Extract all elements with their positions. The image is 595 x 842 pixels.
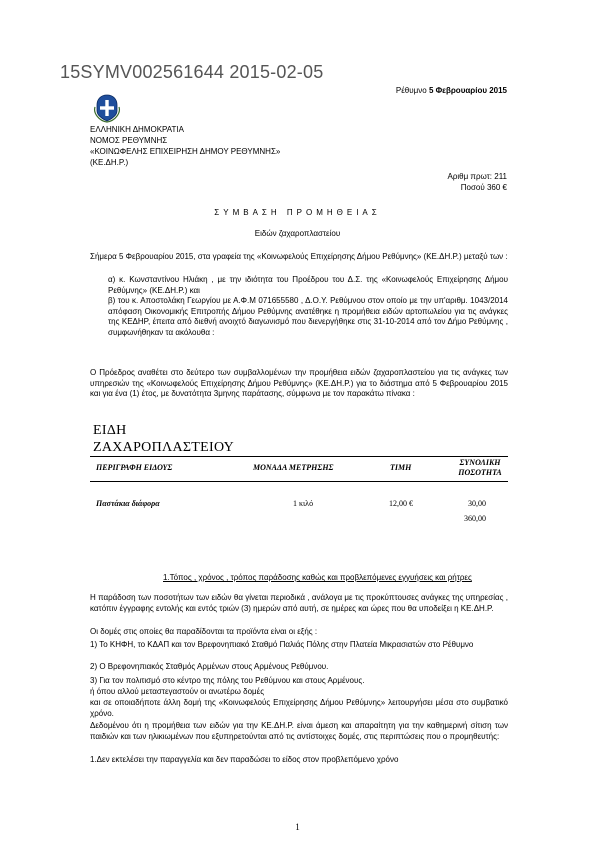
table-cell-unit: 1 κιλό: [293, 499, 314, 508]
protocol-number: Αριθμ πρωτ: 211: [447, 172, 507, 181]
table-header-price: ΤΙΜΗ: [390, 463, 412, 472]
date-line: [396, 86, 507, 95]
section-1-item-3: 3) Για τον πολιτισμό στο κέντρο της πόλης του Ρεθύμνου και στους Αρμένους.: [90, 676, 365, 685]
page-number: 1: [295, 822, 300, 832]
protocol-amount: Ποσού 360 €: [460, 183, 507, 192]
date-place: Ρέθυμνο: [395, 86, 427, 95]
table-header-description: ΠΕΡΙΓΡΑΦΗ ΕΙΔΟΥΣ: [96, 463, 173, 472]
document-id: 15SYMV002561644 2015-02-05: [60, 62, 324, 82]
org-line-1: ΕΛΛΗΝΙΚΗ ΔΗΜΟΚΡΑΤΙΑ: [90, 125, 184, 134]
table-header-rule: [90, 481, 508, 482]
intro-paragraph: Σήμερα 5 Φεβρουαρίου 2015, στα γραφεία της «Κοινωφελούς Επιχείρησης Δήμου Ρεθύμνης» (ΚΕ.ΔΗ.Ρ.) μεταξύ των :: [90, 252, 508, 261]
items-heading: [93, 422, 234, 456]
items-heading-line-2: ΖΑΧΑΡΟΠΛΑΣΤΕΙΟΥ: [93, 440, 235, 455]
document-subtitle: Ειδών ζαχαροπλαστείου: [254, 229, 341, 238]
org-line-2: ΝΟΜΟΣ ΡΕΘΥΜΝΗΣ: [90, 136, 168, 145]
items-heading-line-1: ΕΙΔΗ: [93, 423, 127, 438]
section-1-paragraph-1: Η παράδοση των ποσοτήτων των ειδών θα γίνεται περιοδικά , ανάλογα με τις προκύπτουσες ανάγκες της υπηρεσίας , κατόπιν έγγραφης εντολής και εντός τριών (3) ημερών από αυτή, σε ημέρες και ώρες που θα υποδείξει η ΚΕ.ΔΗ.Ρ.: [90, 593, 508, 613]
section-1-paragraph-3: 1.Δεν εκτελέσει την παραγγελία και δεν παραδώσει το είδος στον προβλεπόμενο χρόνο: [90, 755, 399, 764]
section-1-item-3c: και σε οποιαδήποτε άλλη δομή της «Κοινωφελούς Επιχείρησης Δήμου Ρεθύμνης» λειτουργήσει μέσα στο συμβατικό χρόνο.: [90, 698, 508, 718]
section-1-item-2: 2) Ο Βρεφονηπιακός Σταθμός Αρμένων στους Αρμένους Ρεθύμνου.: [90, 662, 329, 671]
section-1-paragraph-2: Δεδομένου ότι η προμήθεια των ειδών για την ΚΕ.ΔΗ.Ρ. είναι άμεση και απαραίτητη για την καθημερινή σίτιση των παιδιών και των ηλικιωμένων που εξυπηρετούνται από τις αντίστοιχες δομές, στις περιπτώσεις που ο προμηθευτής:: [90, 721, 508, 741]
table-cell-price: 12,00 €: [389, 499, 413, 508]
date-value: 5 Φεβρουαρίου 2015: [428, 86, 507, 95]
section-1-item-3b: ή όπου αλλού μεταστεγαστούν οι ανωτέρω δομές: [90, 687, 265, 696]
org-line-4: (ΚΕ.ΔΗ.Ρ.): [90, 158, 129, 167]
assignment-paragraph: Ο Πρόεδρος αναθέτει στο δεύτερο των συμβαλλομένων την προμήθεια ειδών ζαχαροπλαστείου για τις ανάγκες των υπηρεσιών της «Κοινωφελούς Επιχείρησης Δήμου Ρεθύμνης» (ΚΕ.ΔΗ.Ρ.) για το διάστημα από 5 Φεβρουαρίου 2015 και για ένα (1) έτος, με δυνατότητα 3μηνης παράτασης, σύμφωνα με τον παρακάτω πίνακα :: [90, 368, 508, 398]
table-cell-quantity: 30,00: [468, 499, 486, 508]
section-1-title: 1.Τόπος , χρόνος , τρόπος παράδοσης καθώς και προβλεπόμενες εγγυήσεις και ρήτρες: [163, 573, 472, 582]
section-1-item-1: 1) Το ΚΗΦΗ, το ΚΔΑΠ και τον Βρεφονηπιακό Σταθμό Παλιάς Πόλης στην Πλατεία Μικρασιατών στο Ρέθυμνο: [90, 640, 474, 649]
table-header-unit: ΜΟΝΑΔΑ ΜΕΤΡΗΣΗΣ: [253, 463, 334, 472]
table-cell-description: Παστάκια διάφορα: [96, 499, 160, 508]
protocol-block: [447, 171, 507, 193]
table-header-quantity: ΣΥΝΟΛΙΚΗ ΠΟΣΟΤΗΤΑ: [458, 458, 502, 477]
greek-emblem-icon: [93, 93, 121, 123]
organization-block: [90, 124, 280, 168]
document-title: ΣΥΜΒΑΣΗ ΠΡΟΜΗΘΕΙΑΣ: [214, 208, 381, 217]
party-a-paragraph: α) κ. Κωνσταντίνου Ηλιάκη , με την ιδιότητα του Προέδρου του Δ.Σ. της «Κοινωφελούς Επιχείρησης Δήμου Ρεθύμνης» (ΚΕ.ΔΗ.Ρ.) και: [108, 275, 508, 295]
org-line-3: «ΚΟΙΝΩΦΕΛΗΣ ΕΠΙΧΕΙΡΗΣΗ ΔΗΜΟΥ ΡΕΘΥΜΝΗΣ»: [90, 147, 281, 156]
table-total: 360,00: [464, 514, 486, 523]
table-top-rule: [90, 456, 508, 457]
party-b-paragraph: β) του κ. Αποστολάκη Γεωργίου με Α.Φ.Μ 071655580 , Δ.Ο.Υ. Ρεθύμνου στον οποίο με την υπ'αριθμ. 1043/2014 απόφαση Οικονομικής Επιτροπής Δήμου Ρεθύμνης ανατέθηκε η προμήθεια ειδών αρτοπωλείου για τις ανάγκες της ΚΕΔΗΡ, έπειτα από διεθνή ανοιχτό διαγωνισμό που διενεργήθηκε στις 31-10-2014 από τον Δήμο Ρεθύμνης , συμφωνήθηκαν τα ακόλουθα :: [108, 296, 508, 337]
section-1-list-intro: Οι δομές στις οποίες θα παραδίδονται τα προϊόντα είναι οι εξής :: [90, 627, 318, 636]
